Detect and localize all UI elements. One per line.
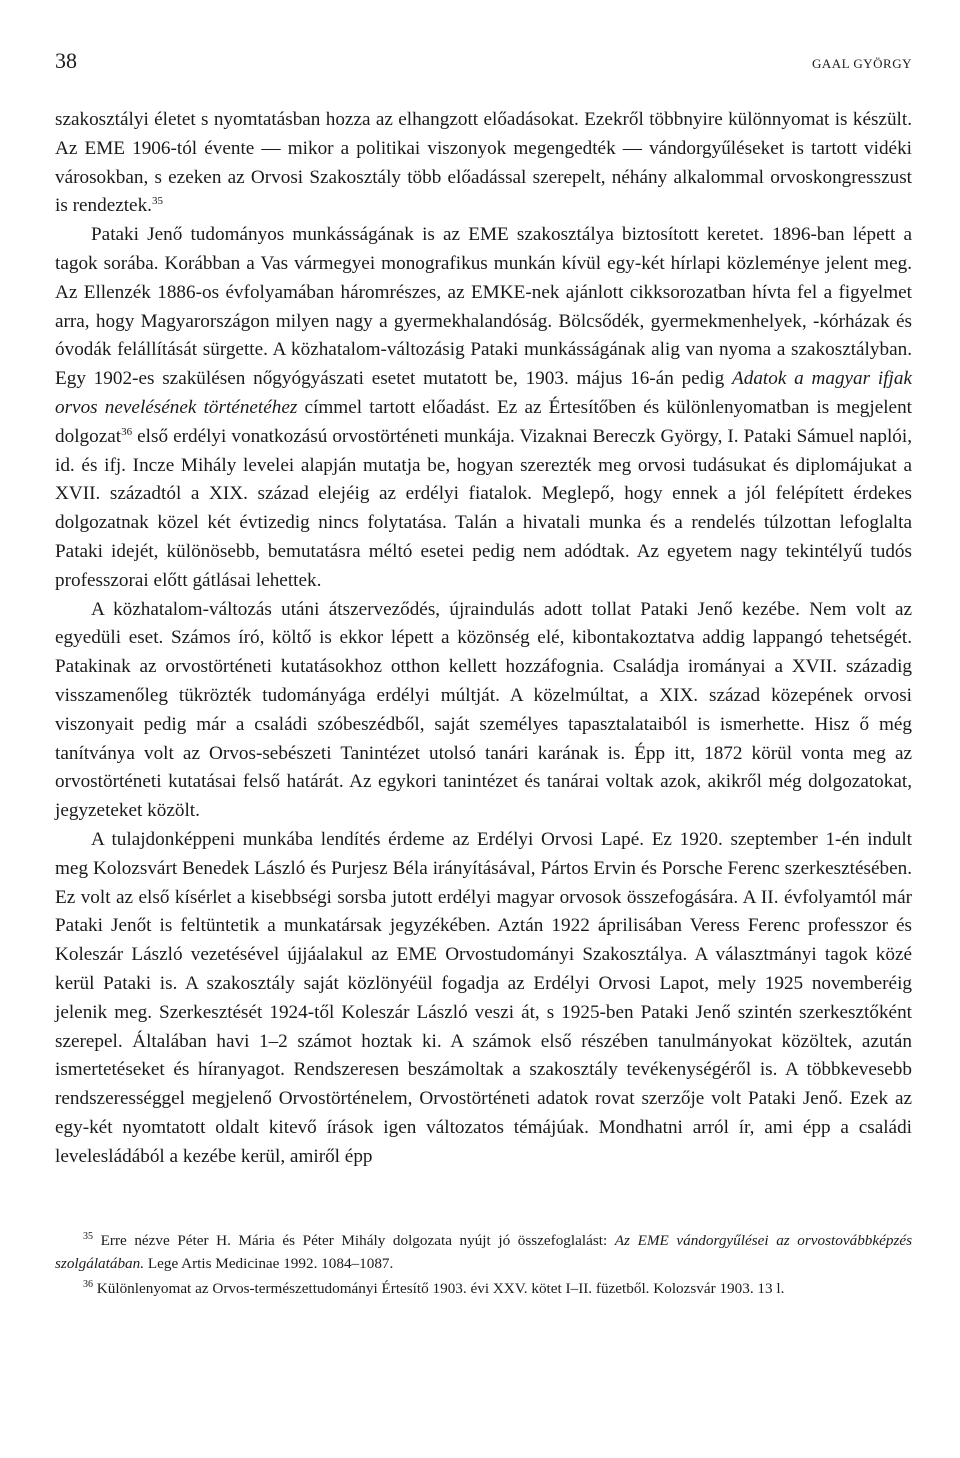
- page-number: 38: [55, 48, 77, 73]
- body-text: [55, 106, 912, 1171]
- footnote-title: Az EME vándorgyűlései az orvostovábbképzés szolgálatában.: [55, 1232, 913, 1273]
- paragraph-2: Pataki Jenő tudományos munkásságának is az EME szakosztálya biztosított keretet. 1896-ban lépett a tagok sorába. Korábban a Vas vármegyei monografikus munkán kívül egy-két hírlapi közleménye jelent meg. Az Ellenzék 1886-os évfolyamában háromrészes, az EMKE-nek ajánlott cikksorozatban hívta fel a figyelmet arra, hogy Magyarországon milyen nagy a gyermekhalandóság. Bölcsődék, gyermekmenhelyek, -kórházak és óvodák felállítását sürgette. A közhatalom-változásig Pataki munkásságának alig van nyoma a szakosztályban. Egy 1902-es szakülésen nőgyógyászati esetet mutatott be, 1903. május 16-án pedig Adatok a magyar ifjak orvos nevelésének történetéhez címmel tartott előadást. Ez az Értesítőben és különlenyomatban is megjelent dolgozat$^{36}$ első erdélyi vonatkozású orvostörténeti munkája. Vizaknai Bereczk György, I. Pataki Sámuel naplói, id. és ifj. Incze Mihály levelei alapján mutatja be, hogyan szerezték meg orvosi tudásukat és diplomájukat a XVII. századtól a XIX. század elejéig az erdélyi fiatalok. Meglepő, hogy ennek a jól felépített érdekes dolgozatnak közel két évtizedig nincs folytatása. Talán a hivatali munka és a rendelés túlzottan lefoglalta Pataki idejét, különösebb, bemutatásra méltó esetei pedig nem adódtak. Az egyetem nagy tekintélyű tudós professzorai előtt gátlásai lehettek.: [55, 224, 912, 591]
- footnote-number: 35: [83, 1231, 93, 1243]
- page-header: [55, 48, 912, 78]
- paragraph-1: szakosztályi életet s nyomtatásban hozza az elhangzott előadásokat. Ezekről többnyire különnyomat is készült. Az EME 1906-tól évente — mikor a politikai viszonyok megengedték — vándorgyűléseket is tartott vidéki városokban, s ezeken az Orvosi Szakosztály több előadással szerepelt, néhány alkalommal orvoskongresszust is rendeztek.$^{35}$: [55, 109, 912, 217]
- article-title: Adatok a magyar ifjak orvos nevelésének történetéhez: [55, 368, 912, 418]
- footnote-number: 36: [83, 1279, 93, 1291]
- running-head: GAAL GYÖRGY: [812, 56, 912, 71]
- footnote-ref-35[interactable]: 35: [151, 195, 163, 208]
- footnote-35: $^{35}$ Erre nézve Péter H. Mária és Péter Mihály dolgozata nyújt jó összefoglalást: Az EME vándorgyűlései az orvostovábbképzés szolgálatában. Lege Artis Medicinae 1992. 1084–1087.: [55, 1231, 913, 1273]
- footnotes: [55, 1229, 912, 1300]
- footnote-36: $^{36}$ Különlenyomat az Orvos-természettudományi Értesítő 1903. évi XXV. kötet I–II. füzetből. Kolozsvár 1903. 13 l.: [83, 1279, 785, 1298]
- footnote-ref-36[interactable]: 36: [121, 425, 133, 438]
- paragraph-4: A tulajdonképpeni munkába lendítés érdeme az Erdélyi Orvosi Lapé. Ez 1920. szeptember 1-én indult meg Kolozsvárt Benedek László és Purjesz Béla irányításával, Pártos Ervin és Porsche Ferenc szerkesztésében. Ez volt az első kísérlet a kisebbségi sorsba jutott erdélyi magyar orvosok összefogására. A II. évfolyamtól már Pataki Jenőt is feltüntetik a munkatársak jegyzékében. Aztán 1922 áprilisában Veress Ferenc professzor és Koleszár László vezetésével újjáalakul az EME Orvostudományi Szakosztálya. A választmányi tagok közé kerül Pataki is. A szakosztály saját közlönyéül fogadja az Erdélyi Orvosi Lapot, mely 1925 novemberéig jelenik meg. Szerkesztését 1924-től Koleszár László veszi át, s 1925-ben Pataki Jenő szintén szerkesztőként szerepel. Általában havi 1–2 számot hoztak ki. A számok első részében tanulmányokat közöltek, azután ismertetéseket és híranyagot. Rendszeresen beszámoltak a szakosztály tevékenységéről is. A többkevesebb rendszerességgel megjelenő Orvostörténelem, Orvostörténeti adatok rovat szerzője volt Pataki Jenő. Ezek az egy-két nyomtatott oldalt kitevő írások igen változatos témájúak. Mondhatni arról ír, ami épp a családi levelesládából a kezébe kerül, amiről épp: [55, 828, 912, 1167]
- paragraph-3: A közhatalom-változás utáni átszerveződés, újraindulás adott tollat Pataki Jenő kezébe. Nem volt az egyedüli eset. Számos író, költő is ekkor lépett a közönség elé, kibontakoztatva addig lappangó tehetségét. Patakinak az orvostörténeti kutatásokhoz otthon kellett hozzáfognia. Családja irományai a XVII. századig visszamenőleg tükrözték tudományága erdélyi múltját. A közelmúltat, a XIX. század közepének orvosi viszonyait pedig már a családi szóbeszédből, saját személyes tapasztalataiból is ismerhette. Hisz ő még tanítványa volt az Orvos-sebészeti Tanintézet utolsó tanári karának is. Épp itt, 1872 körül vonta meg az orvostörténeti kutatásai felső határát. Az egykori tanintézet és tanárai voltak azok, akikről még dolgozatokat, jegyzeteket közölt.: [55, 598, 912, 822]
